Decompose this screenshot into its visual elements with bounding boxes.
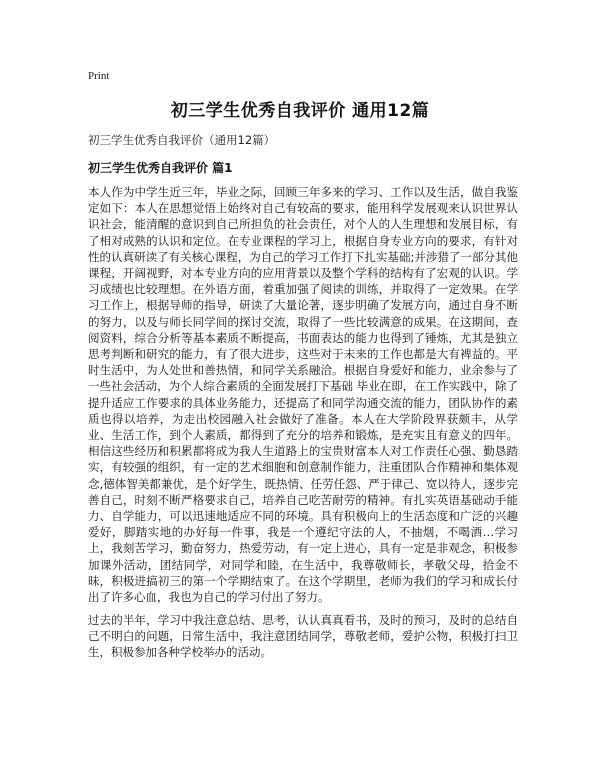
- body-paragraph-1: 本人作为中学生近三年，毕业之际，回顾三年多来的学习、工作以及生活，做自我鉴定如下：本人在思想觉悟上始终对自己有较高的要求，能用科学发展观来认识世界认识社会，能清醒的意识到自己所担负的社会责任，对个人的人生理想和发展目标，有了相对成熟的认识和定位。在专业课程的学习上，根据自身专业方向的要求，有针对性的认真研读了有关核心课程，为自己的学习工作打下扎实基础;并涉猎了一部分其他课程，开阔视野，对本专业方向的应用背景以及整个学科的结构有了宏观的认识。学习成绩也比较理想。在外语方面，着重加强了阅读的训练，并取得了一定效果。在学习工作上，根据导师的指导，研读了大量论著，逐步明确了发展方向，通过自身不断的努力，以及与师长同学间的探讨交流，取得了一些比较满意的成果。在这期间，查阅资料，综合分析等基本素质不断提高，书面表达的能力也得到了锤炼，尤其是独立思考判断和研究的能力，有了很大进步，这些对于未来的工作也都是大有裨益的。平时生活中，为人处世和善热情，和同学关系融洽。根据自身爱好和能力，业余参与了一些社会活动，为个人综合素质的全面发展打下基础 毕业在即，在工作实践中，除了提升适应工作要求的具体业务能力，还提高了和同学沟通交流的能力，团队协作的素质也得以培养，为走出校园融入社会做好了准备。本人在大学阶段界获颇丰，从学业、生活工作，到个人素质，都得到了充分的培养和锻炼，是充实且有意义的四年。相信这些经历和积累都将成为我人生道路上的宝贵财富本人对工作责任心强、勤恳踏实，有较强的组织，有一定的艺术细胞和创意制作能力，注重团队合作精神和集体观念,德体智美都兼优，是个好学生，既热情、任劳任怨、严于律己、宽以待人，逐步完善自己，时刻不断严格要求自己，培养自己吃苦耐劳的精神。有扎实英语基础动手能力、自学能力，可以迅速地适应不同的环境。具有积极向上的生活态度和广泛的兴趣爱好，脚踏实地的办好每一件事，我是一个遵纪守法的人，不抽烟，不喝酒…学习上，我刻苦学习，勤奋努力，热爱劳动，有一定上进心，具有一定是非观念，积极参加课外活动，团结同学，对同学和睦，在生活中，我尊敬师长，孝敬父母，拾金不昧，积极进搞初三的第一个学期结束了。在这个学期里，老师为我们的学习和成长付出了许多心血，我也为自己的学习付出了努力。: [88, 185, 518, 605]
- section-heading: 初三学生优秀自我评价 篇1: [88, 161, 233, 175]
- document-title: 初三学生优秀自我评价 通用12篇: [170, 101, 430, 121]
- body-paragraph-2: 过去的半年，学习中我注意总结、思考，认认真真看书，及时的预习，及时的总结自己不明白的问题，日常生活中，我注意团结同学，尊敬老师，爱护公物，积极打扫卫生，积极参加各种学校举办的活动。: [88, 613, 518, 660]
- print-label: Print: [88, 70, 110, 82]
- document-subtitle: 初三学生优秀自我评价（通用12篇）: [88, 133, 276, 147]
